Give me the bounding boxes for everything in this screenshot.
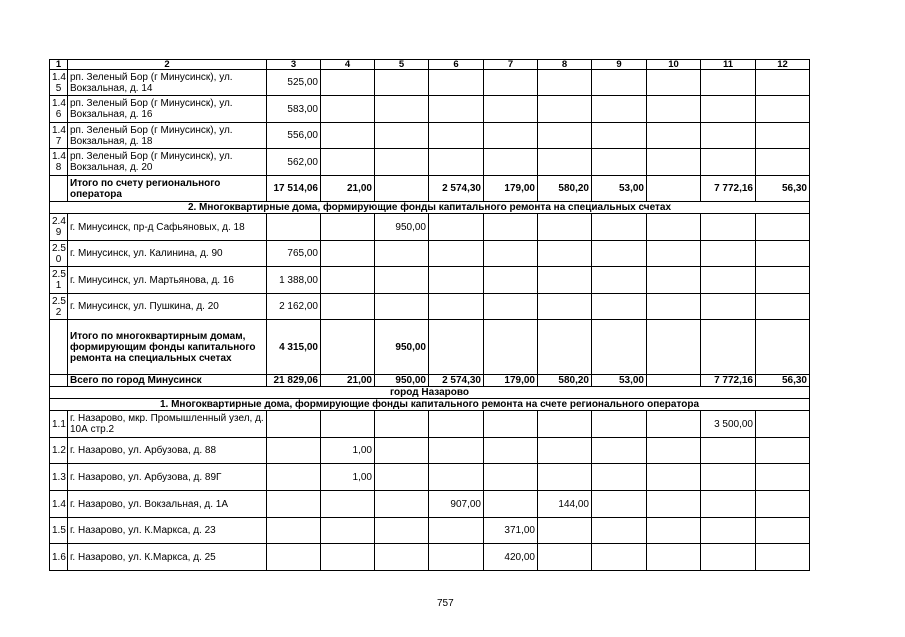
value-cell xyxy=(429,123,484,149)
value-cell xyxy=(538,123,592,149)
value-cell xyxy=(321,491,375,518)
value-cell xyxy=(267,491,321,518)
value-cell xyxy=(647,411,701,438)
value-cell xyxy=(701,518,756,544)
table-row xyxy=(50,123,810,149)
column-header: 9 xyxy=(592,60,647,70)
value-cell xyxy=(375,294,429,320)
value-cell xyxy=(592,214,647,241)
row-number: 1.2 xyxy=(50,438,68,464)
value-cell: 580,20 xyxy=(538,375,592,387)
table-row xyxy=(50,214,810,241)
address-cell: рп. Зеленый Бор (г Минусинск), ул. Вокзальная, д. 20 xyxy=(68,149,267,176)
value-cell xyxy=(701,241,756,267)
value-cell xyxy=(701,544,756,571)
value-cell xyxy=(701,70,756,96)
value-cell xyxy=(429,96,484,123)
value-cell: 53,00 xyxy=(592,375,647,387)
value-cell: 2 574,30 xyxy=(429,176,484,202)
value-cell: 420,00 xyxy=(484,544,538,571)
value-cell xyxy=(484,411,538,438)
value-cell xyxy=(375,544,429,571)
value-cell: 179,00 xyxy=(484,375,538,387)
value-cell xyxy=(592,438,647,464)
column-header: 8 xyxy=(538,60,592,70)
value-cell xyxy=(484,320,538,375)
value-cell: 950,00 xyxy=(375,375,429,387)
value-cell xyxy=(429,294,484,320)
value-cell: 144,00 xyxy=(538,491,592,518)
page-number: 757 xyxy=(437,598,454,609)
value-cell xyxy=(701,294,756,320)
value-cell xyxy=(321,267,375,294)
value-cell: 1,00 xyxy=(321,464,375,491)
value-cell xyxy=(538,149,592,176)
value-cell xyxy=(756,518,810,544)
value-cell xyxy=(429,411,484,438)
value-cell xyxy=(592,491,647,518)
value-cell xyxy=(538,214,592,241)
row-number: 1.4 xyxy=(50,491,68,518)
value-cell xyxy=(321,96,375,123)
value-cell xyxy=(756,544,810,571)
value-cell xyxy=(647,464,701,491)
value-cell xyxy=(321,123,375,149)
row-number xyxy=(50,176,68,202)
column-header: 3 xyxy=(267,60,321,70)
row-number: 2.5 2 xyxy=(50,294,68,320)
header-row xyxy=(50,60,810,70)
value-cell xyxy=(484,438,538,464)
value-cell: 2 574,30 xyxy=(429,375,484,387)
value-cell xyxy=(592,464,647,491)
value-cell: 1,00 xyxy=(321,438,375,464)
column-header: 5 xyxy=(375,60,429,70)
value-cell: 583,00 xyxy=(267,96,321,123)
value-cell xyxy=(701,320,756,375)
table-row xyxy=(50,544,810,571)
value-cell xyxy=(429,518,484,544)
value-cell xyxy=(321,70,375,96)
value-cell: 56,30 xyxy=(756,375,810,387)
value-cell: 21,00 xyxy=(321,375,375,387)
address-cell: г. Назарово, ул. К.Маркса, д. 25 xyxy=(68,544,267,571)
value-cell xyxy=(756,267,810,294)
column-header: 1 xyxy=(50,60,68,70)
value-cell xyxy=(701,214,756,241)
value-cell xyxy=(756,214,810,241)
address-cell: г. Минусинск, ул. Пушкина, д. 20 xyxy=(68,294,267,320)
address-cell: Итого по многоквартирным домам, формирующим фонды капитального ремонта на специальных счетах xyxy=(68,320,267,375)
value-cell xyxy=(484,241,538,267)
value-cell xyxy=(267,438,321,464)
value-cell xyxy=(647,176,701,202)
value-cell xyxy=(375,411,429,438)
total-row xyxy=(50,375,810,387)
value-cell xyxy=(321,241,375,267)
value-cell xyxy=(484,464,538,491)
value-cell xyxy=(538,241,592,267)
section-title: город Назарово xyxy=(50,387,810,399)
address-cell: г. Минусинск, ул. Мартьянова, д. 16 xyxy=(68,267,267,294)
value-cell xyxy=(756,294,810,320)
value-cell xyxy=(267,464,321,491)
address-cell: г. Назарово, ул. Вокзальная, д. 1А xyxy=(68,491,267,518)
value-cell xyxy=(647,214,701,241)
value-cell xyxy=(484,149,538,176)
value-cell: 556,00 xyxy=(267,123,321,149)
value-cell xyxy=(538,320,592,375)
value-cell xyxy=(592,544,647,571)
column-header: 4 xyxy=(321,60,375,70)
value-cell: 56,30 xyxy=(756,176,810,202)
value-cell xyxy=(375,96,429,123)
address-cell: рп. Зеленый Бор (г Минусинск), ул. Вокзальная, д. 16 xyxy=(68,96,267,123)
table-row xyxy=(50,294,810,320)
value-cell xyxy=(429,267,484,294)
value-cell xyxy=(429,149,484,176)
row-number: 1.3 xyxy=(50,464,68,491)
column-header: 2 xyxy=(68,60,267,70)
value-cell xyxy=(592,518,647,544)
value-cell xyxy=(484,267,538,294)
address-cell: Всего по город Минусинск xyxy=(68,375,267,387)
value-cell xyxy=(267,518,321,544)
table-row xyxy=(50,267,810,294)
value-cell xyxy=(756,96,810,123)
value-cell xyxy=(701,491,756,518)
value-cell xyxy=(321,320,375,375)
value-cell: 580,20 xyxy=(538,176,592,202)
section-title: 1. Многоквартирные дома, формирующие фонды капитального ремонта на счете регионального оператора xyxy=(50,399,810,411)
value-cell xyxy=(756,123,810,149)
value-cell xyxy=(592,267,647,294)
column-header: 10 xyxy=(647,60,701,70)
address-cell: г. Назарово, ул. Арбузова, д. 89Г xyxy=(68,464,267,491)
table-row xyxy=(50,96,810,123)
value-cell xyxy=(756,438,810,464)
value-cell xyxy=(375,149,429,176)
value-cell xyxy=(321,149,375,176)
value-cell xyxy=(538,70,592,96)
row-number: 1.4 8 xyxy=(50,149,68,176)
value-cell xyxy=(538,294,592,320)
value-cell: 525,00 xyxy=(267,70,321,96)
value-cell xyxy=(592,241,647,267)
value-cell xyxy=(647,241,701,267)
value-cell xyxy=(592,123,647,149)
value-cell xyxy=(321,294,375,320)
value-cell xyxy=(538,544,592,571)
value-cell xyxy=(647,70,701,96)
value-cell xyxy=(647,518,701,544)
value-cell xyxy=(429,70,484,96)
value-cell: 17 514,06 xyxy=(267,176,321,202)
table-row xyxy=(50,438,810,464)
value-cell xyxy=(647,96,701,123)
value-cell xyxy=(538,464,592,491)
column-header: 12 xyxy=(756,60,810,70)
value-cell xyxy=(429,438,484,464)
table-row xyxy=(50,518,810,544)
address-cell: г. Назарово, ул. Арбузова, д. 88 xyxy=(68,438,267,464)
value-cell xyxy=(701,267,756,294)
address-cell: г. Минусинск, ул. Калинина, д. 90 xyxy=(68,241,267,267)
value-cell: 21 829,06 xyxy=(267,375,321,387)
value-cell xyxy=(484,96,538,123)
value-cell xyxy=(756,149,810,176)
address-cell: рп. Зеленый Бор (г Минусинск), ул. Вокзальная, д. 14 xyxy=(68,70,267,96)
value-cell: 562,00 xyxy=(267,149,321,176)
value-cell: 4 315,00 xyxy=(267,320,321,375)
value-cell: 21,00 xyxy=(321,176,375,202)
value-cell xyxy=(592,70,647,96)
value-cell xyxy=(538,438,592,464)
table-row xyxy=(50,491,810,518)
row-number: 1.6 xyxy=(50,544,68,571)
value-cell xyxy=(647,149,701,176)
value-cell xyxy=(484,123,538,149)
value-cell: 7 772,16 xyxy=(701,375,756,387)
value-cell xyxy=(267,544,321,571)
value-cell: 765,00 xyxy=(267,241,321,267)
value-cell xyxy=(592,96,647,123)
value-cell xyxy=(592,294,647,320)
row-number: 2.4 9 xyxy=(50,214,68,241)
table-row xyxy=(50,70,810,96)
column-header: 11 xyxy=(701,60,756,70)
value-cell xyxy=(756,320,810,375)
table-row xyxy=(50,149,810,176)
value-cell xyxy=(429,464,484,491)
row-number xyxy=(50,320,68,375)
value-cell: 907,00 xyxy=(429,491,484,518)
value-cell xyxy=(647,491,701,518)
total-row xyxy=(50,320,810,375)
value-cell xyxy=(701,96,756,123)
value-cell xyxy=(538,96,592,123)
value-cell xyxy=(538,267,592,294)
row-number: 2.5 1 xyxy=(50,267,68,294)
value-cell xyxy=(484,214,538,241)
value-cell: 371,00 xyxy=(484,518,538,544)
value-cell xyxy=(756,241,810,267)
value-cell xyxy=(756,464,810,491)
value-cell: 950,00 xyxy=(375,320,429,375)
row-number: 2.5 0 xyxy=(50,241,68,267)
column-header: 6 xyxy=(429,60,484,70)
value-cell xyxy=(375,176,429,202)
row-number: 1.1 xyxy=(50,411,68,438)
value-cell xyxy=(375,241,429,267)
address-cell: рп. Зеленый Бор (г Минусинск), ул. Вокзальная, д. 18 xyxy=(68,123,267,149)
value-cell xyxy=(647,438,701,464)
value-cell: 179,00 xyxy=(484,176,538,202)
value-cell xyxy=(701,464,756,491)
section-row xyxy=(50,202,810,214)
value-cell xyxy=(647,123,701,149)
value-cell xyxy=(375,267,429,294)
value-cell: 3 500,00 xyxy=(701,411,756,438)
value-cell xyxy=(701,438,756,464)
table-row xyxy=(50,241,810,267)
address-cell: г. Назарово, мкр. Промышленный узел, д. 10А стр.2 xyxy=(68,411,267,438)
value-cell xyxy=(321,518,375,544)
value-cell xyxy=(647,294,701,320)
address-cell: Итого по счету регионального оператора xyxy=(68,176,267,202)
value-cell xyxy=(375,438,429,464)
row-number: 1.4 7 xyxy=(50,123,68,149)
value-cell xyxy=(701,123,756,149)
value-cell xyxy=(375,491,429,518)
section-row xyxy=(50,387,810,399)
value-cell xyxy=(375,464,429,491)
value-cell: 1 388,00 xyxy=(267,267,321,294)
value-cell xyxy=(647,375,701,387)
value-cell: 950,00 xyxy=(375,214,429,241)
value-cell xyxy=(267,411,321,438)
value-cell xyxy=(375,70,429,96)
value-cell: 53,00 xyxy=(592,176,647,202)
value-cell xyxy=(538,518,592,544)
value-cell xyxy=(429,544,484,571)
value-cell xyxy=(756,411,810,438)
value-cell xyxy=(375,518,429,544)
column-header: 7 xyxy=(484,60,538,70)
table-row xyxy=(50,464,810,491)
table-row xyxy=(50,411,810,438)
value-cell xyxy=(321,544,375,571)
value-cell xyxy=(267,214,321,241)
section-row xyxy=(50,399,810,411)
value-cell xyxy=(375,123,429,149)
value-cell xyxy=(647,544,701,571)
value-cell xyxy=(484,70,538,96)
value-cell xyxy=(647,267,701,294)
address-cell: г. Назарово, ул. К.Маркса, д. 23 xyxy=(68,518,267,544)
address-cell: г. Минусинск, пр-д Сафьяновых, д. 18 xyxy=(68,214,267,241)
value-cell xyxy=(647,320,701,375)
row-number: 1.4 5 xyxy=(50,70,68,96)
value-cell xyxy=(429,241,484,267)
value-cell xyxy=(592,411,647,438)
value-cell xyxy=(321,214,375,241)
row-number: 1.5 xyxy=(50,518,68,544)
section-title: 2. Многоквартирные дома, формирующие фонды капитального ремонта на специальных счетах xyxy=(50,202,810,214)
row-number xyxy=(50,375,68,387)
value-cell xyxy=(701,149,756,176)
value-cell xyxy=(592,149,647,176)
value-cell xyxy=(756,491,810,518)
value-cell xyxy=(538,411,592,438)
value-cell xyxy=(429,320,484,375)
value-cell xyxy=(429,214,484,241)
row-number: 1.4 6 xyxy=(50,96,68,123)
value-cell xyxy=(321,411,375,438)
value-cell: 2 162,00 xyxy=(267,294,321,320)
value-cell xyxy=(484,491,538,518)
capital-repair-table xyxy=(49,59,810,571)
total-row xyxy=(50,176,810,202)
value-cell xyxy=(756,70,810,96)
value-cell xyxy=(592,320,647,375)
value-cell xyxy=(484,294,538,320)
value-cell: 7 772,16 xyxy=(701,176,756,202)
